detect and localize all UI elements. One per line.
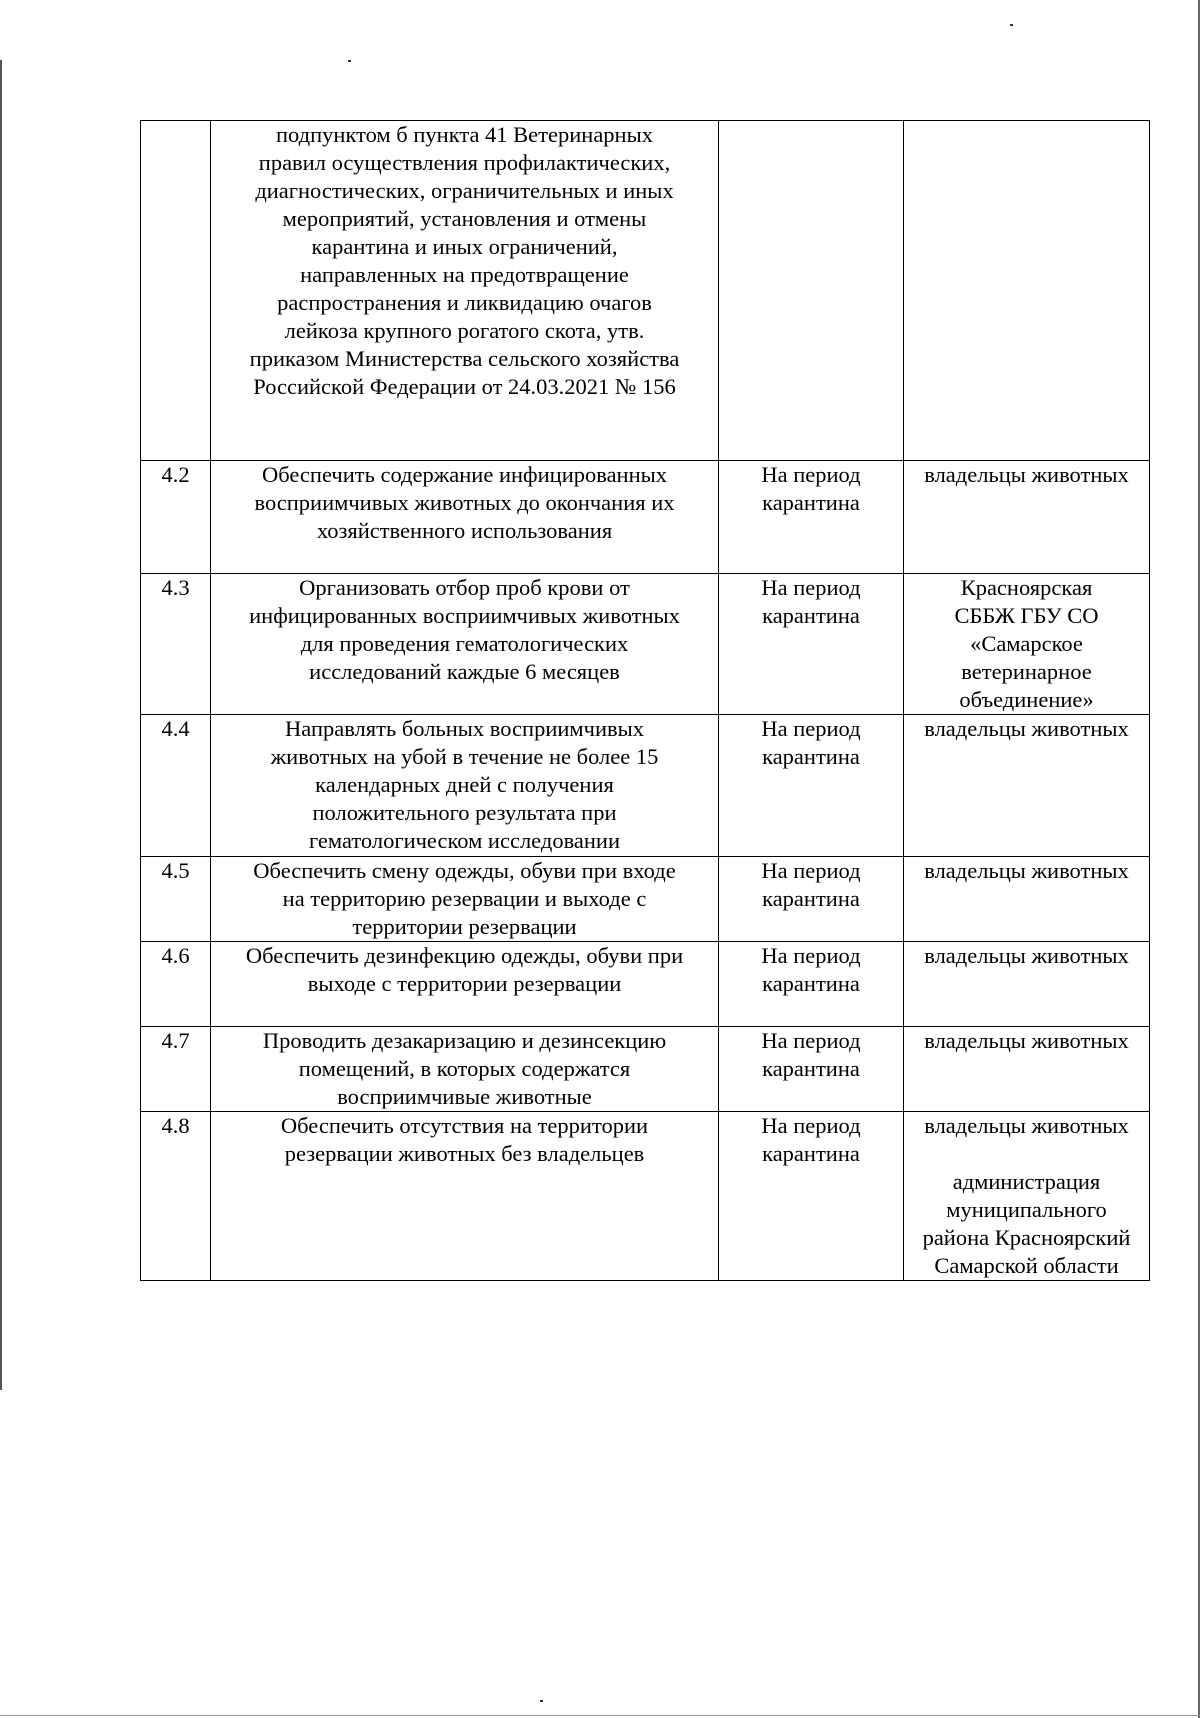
action-line: направленных на предотвращение xyxy=(300,262,629,287)
term-cell xyxy=(719,857,904,942)
action-line: инфицированных восприимчивых животных xyxy=(249,603,680,628)
responsible-line: администрация xyxy=(952,1169,1101,1194)
action-line: Обеспечить отсутствия на территории xyxy=(280,1113,649,1138)
responsible-cell xyxy=(904,715,1150,857)
action-line: положительного результата при xyxy=(312,800,617,825)
responsible-cell xyxy=(904,1027,1150,1112)
row-number: 4.4 xyxy=(141,715,211,857)
row-number: 4.3 xyxy=(141,574,211,715)
responsible-cell xyxy=(904,942,1150,1027)
action-cell xyxy=(211,1027,719,1112)
action-line: Проводить дезакаризацию и дезинсекцию xyxy=(262,1028,667,1053)
action-line: Направлять больных восприимчивых xyxy=(285,716,644,741)
term-cell xyxy=(719,1112,904,1281)
responsible-line: ветеринарное xyxy=(961,659,1092,684)
action-cell xyxy=(211,1112,719,1281)
term-cell xyxy=(719,1027,904,1112)
responsible-line: владельцы животных xyxy=(924,943,1129,968)
term-cell xyxy=(719,121,904,461)
table-row xyxy=(141,715,1150,857)
term-line: карантина xyxy=(762,603,860,628)
action-line: исследований каждые 6 месяцев xyxy=(309,659,620,684)
responsible-line: Красноярская xyxy=(960,575,1093,600)
table-row xyxy=(141,121,1150,461)
row-number: 4.2 xyxy=(141,461,211,574)
action-line: мероприятий, установления и отмены xyxy=(282,206,647,231)
term-line: карантина xyxy=(762,744,860,769)
scan-edge-bottom xyxy=(0,1715,1200,1716)
term-line: На период xyxy=(761,1113,861,1138)
action-line: Российской Федерации от 24.03.2021 № 156 xyxy=(253,374,676,399)
action-line: животных на убой в течение не более 15 xyxy=(270,744,659,769)
measures-table xyxy=(140,120,1150,1281)
action-line: на территорию резервации и выходе с xyxy=(282,886,647,911)
term-cell xyxy=(719,461,904,574)
responsible-line: владельцы животных xyxy=(924,716,1129,741)
row-number xyxy=(141,121,211,461)
term-line: карантина xyxy=(762,1141,860,1166)
term-line: На период xyxy=(761,575,861,600)
responsible-cell xyxy=(904,121,1150,461)
scan-edge-left xyxy=(0,60,2,1390)
table-row xyxy=(141,1112,1150,1281)
table-row xyxy=(141,574,1150,715)
responsible-cell xyxy=(904,1112,1150,1281)
responsible-line: Самарской области xyxy=(934,1253,1119,1278)
responsible-line: СББЖ ГБУ СО xyxy=(954,603,1099,628)
table-row xyxy=(141,461,1150,574)
term-line: На период xyxy=(761,943,861,968)
action-line: календарных дней с получения xyxy=(315,772,614,797)
row-number: 4.6 xyxy=(141,942,211,1027)
action-line: Обеспечить содержание инфицированных xyxy=(261,462,668,487)
action-line: лейкоза крупного рогатого скота, утв. xyxy=(284,318,645,343)
scan-speck xyxy=(1010,24,1013,26)
action-line: правил осуществления профилактических, xyxy=(258,150,671,175)
responsible-line: муниципального xyxy=(946,1197,1107,1222)
row-number: 4.5 xyxy=(141,857,211,942)
action-line: помещений, в которых содержатся xyxy=(298,1056,631,1081)
table-row xyxy=(141,857,1150,942)
responsible-line: района Красноярский xyxy=(922,1225,1131,1250)
term-line: карантина xyxy=(762,490,860,515)
action-line: хозяйственного использования xyxy=(316,518,613,543)
row-number: 4.8 xyxy=(141,1112,211,1281)
scan-speck xyxy=(540,1700,543,1702)
action-cell xyxy=(211,574,719,715)
action-line: территории резервации xyxy=(352,914,577,939)
row-number: 4.7 xyxy=(141,1027,211,1112)
scan-speck xyxy=(348,60,351,62)
term-line: карантина xyxy=(762,1056,860,1081)
term-line: На период xyxy=(761,1028,861,1053)
responsible-cell xyxy=(904,461,1150,574)
responsible-line: «Самарское xyxy=(970,631,1083,656)
action-line: подпунктом б пункта 41 Ветеринарных xyxy=(276,122,653,147)
action-line: восприимчивые животные xyxy=(337,1084,592,1109)
responsible-cell xyxy=(904,574,1150,715)
term-cell xyxy=(719,942,904,1027)
term-line: На период xyxy=(761,716,861,741)
action-cell xyxy=(211,942,719,1027)
action-line: диагностических, ограничительных и иных xyxy=(255,178,674,203)
action-line: Организовать отбор проб крови от xyxy=(299,575,630,600)
action-line: для проведения гематологических xyxy=(300,631,629,656)
action-line: резервации животных без владельцев xyxy=(284,1141,645,1166)
action-line: Обеспечить смену одежды, обуви при входе xyxy=(253,858,676,883)
action-cell xyxy=(211,715,719,857)
responsible-line: владельцы животных xyxy=(924,1028,1129,1053)
action-line: приказом Министерства сельского хозяйства xyxy=(249,346,680,371)
term-line: карантина xyxy=(762,886,860,911)
table-row xyxy=(141,1027,1150,1112)
responsible-line: объединение» xyxy=(959,687,1094,712)
responsible-line: владельцы животных xyxy=(924,462,1129,487)
action-cell xyxy=(211,121,719,461)
responsible-line: владельцы животных xyxy=(924,1113,1129,1138)
term-line: На период xyxy=(761,858,861,883)
responsible-spacer xyxy=(908,1140,1145,1168)
action-line: гематологическом исследовании xyxy=(308,828,621,853)
term-line: карантина xyxy=(762,971,860,996)
responsible-line: владельцы животных xyxy=(924,858,1129,883)
action-line: восприимчивых животных до окончания их xyxy=(254,490,675,515)
action-line: выходе с территории резервации xyxy=(307,971,622,996)
term-cell xyxy=(719,715,904,857)
responsible-cell xyxy=(904,857,1150,942)
action-cell xyxy=(211,857,719,942)
term-line: На период xyxy=(761,462,861,487)
action-cell xyxy=(211,461,719,574)
action-line: распространения и ликвидацию очагов xyxy=(277,290,652,315)
table-row xyxy=(141,942,1150,1027)
action-line: Обеспечить дезинфекцию одежды, обуви при xyxy=(245,943,684,968)
term-cell xyxy=(719,574,904,715)
action-line: карантина и иных ограничений, xyxy=(311,234,618,259)
